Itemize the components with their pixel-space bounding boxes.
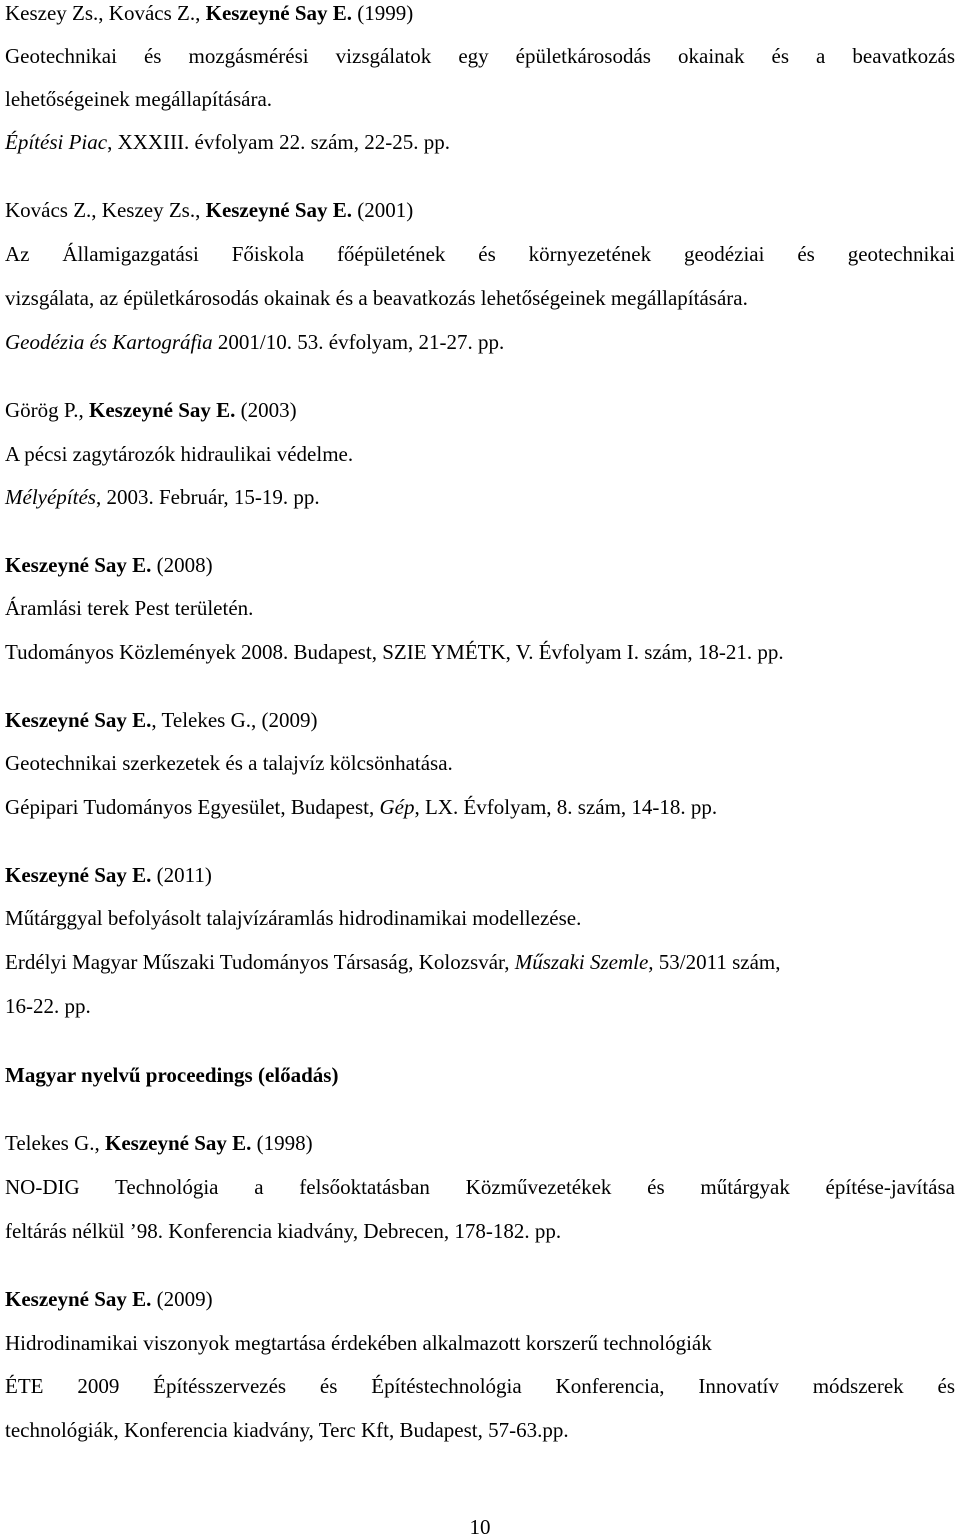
section-heading: Magyar nyelvű proceedings (előadás): [5, 1063, 339, 1087]
reference-title: Áramlási terek Pest területén.: [5, 596, 254, 620]
reference-authors: Keszey Zs., Kovács Z., Keszeyné Say E. (1999): [5, 1, 414, 25]
reference-title: Geotechnikai és mozgásmérési vizsgálatok egy épületkárosodás okainak és a beavatkozás: [5, 44, 955, 68]
reference-source: Gépipari Tudományos Egyesület, Budapest, Gép, LX. Évfolyam, 8. szám, 14-18. pp.: [5, 795, 718, 819]
proceeding-authors: Keszeyné Say E. (2009): [5, 1287, 213, 1311]
reference-authors: Kovács Z., Keszey Zs., Keszeyné Say E. (2001): [5, 198, 414, 222]
reference-source: Mélyépítés, 2003. Február, 15-19. pp.: [5, 485, 320, 509]
proceeding-title: NO-DIG Technológia a felsőoktatásban Közművezetékek és műtárgyak építése-javítása: [5, 1175, 955, 1199]
reference-source: 16-22. pp.: [5, 994, 91, 1018]
proceeding-authors: Telekes G., Keszeyné Say E. (1998): [5, 1131, 313, 1155]
proceeding-source: feltárás nélkül ’98. Konferencia kiadvány, Debrecen, 178-182. pp.: [5, 1219, 562, 1243]
reference-authors: Keszeyné Say E. (2008): [5, 553, 213, 577]
proceeding-source: ÉTE 2009 Építésszervezés és Építéstechnológia Konferencia, Innovatív módszerek és: [5, 1374, 955, 1398]
reference-authors: Görög P., Keszeyné Say E. (2003): [5, 398, 297, 422]
reference-title: Geotechnikai szerkezetek és a talajvíz kölcsönhatása.: [5, 751, 453, 775]
reference-source: Geodézia és Kartográfia 2001/10. 53. évfolyam, 21-27. pp.: [5, 330, 505, 354]
reference-source: Erdélyi Magyar Műszaki Tudományos Társaság, Kolozsvár, Műszaki Szemle, 53/2011 szám,: [5, 950, 781, 974]
proceeding-title: Hidrodinamikai viszonyok megtartása érdekében alkalmazott korszerű technológiák: [5, 1331, 712, 1355]
reference-title: Az Államigazgatási Főiskola főépületének és környezetének geodéziai és geotechnikai: [5, 242, 955, 266]
reference-source: Tudományos Közlemények 2008. Budapest, SZIE YMÉTK, V. Évfolyam I. szám, 18-21. pp.: [5, 640, 784, 664]
reference-title: lehetőségeinek megállapítására.: [5, 87, 273, 111]
reference-source: Építési Piac, XXXIII. évfolyam 22. szám, 22-25. pp.: [5, 130, 450, 154]
reference-authors: Keszeyné Say E., Telekes G., (2009): [5, 708, 318, 732]
reference-title: vizsgálata, az épületkárosodás okainak és a beavatkozás lehetőségeinek megállapítására.: [5, 286, 748, 310]
reference-title: A pécsi zagytározók hidraulikai védelme.: [5, 442, 354, 466]
reference-title: Műtárggyal befolyásolt talajvízáramlás hidrodinamikai modellezése.: [5, 906, 582, 930]
reference-authors: Keszeyné Say E. (2011): [5, 863, 212, 887]
proceeding-source: technológiák, Konferencia kiadvány, Terc Kft, Budapest, 57-63.pp.: [5, 1418, 569, 1442]
page-number: 10: [469, 1515, 491, 1539]
